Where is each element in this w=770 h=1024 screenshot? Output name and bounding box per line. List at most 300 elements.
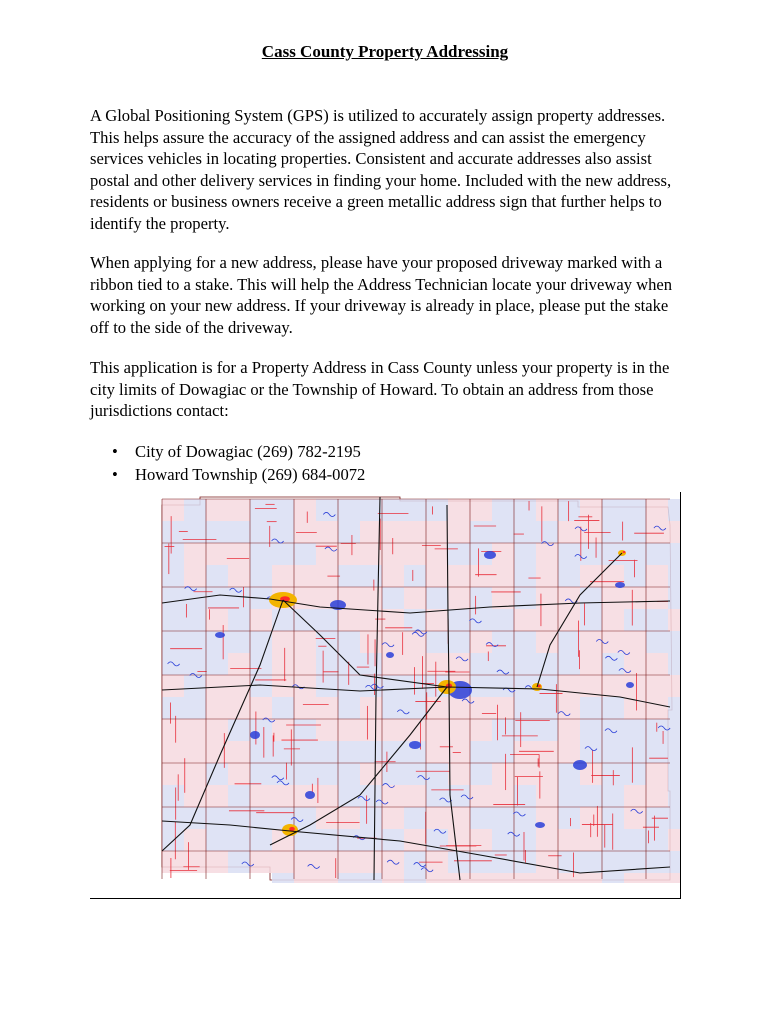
parcel-cell <box>470 829 492 851</box>
parcel-cell <box>492 719 514 741</box>
parcel-cell <box>558 521 580 543</box>
parcel-cell <box>668 741 680 763</box>
parcel-cell <box>492 565 514 587</box>
parcel-cell <box>668 785 680 807</box>
parcel-cell <box>580 719 602 741</box>
parcel-cell <box>360 873 382 883</box>
parcel-cell <box>338 697 360 719</box>
parcel-cell <box>668 543 680 565</box>
parcel-cell <box>250 741 272 763</box>
parcel-cell <box>492 697 514 719</box>
parcel-cell <box>536 631 558 653</box>
parcel-cell <box>228 851 250 873</box>
parcel-cell <box>338 719 360 741</box>
parcel-cell <box>162 785 184 807</box>
parcel-cell <box>448 829 470 851</box>
parcel-cell <box>228 653 250 675</box>
parcel-cell <box>250 807 272 829</box>
parcel-cell <box>404 499 426 521</box>
parcel-cell <box>448 543 470 565</box>
parcel-cell <box>206 653 228 675</box>
parcel-cell <box>624 499 646 521</box>
parcel-cell <box>668 763 680 785</box>
parcel-cell <box>162 631 184 653</box>
parcel-cell <box>448 763 470 785</box>
parcel-cell <box>492 521 514 543</box>
parcel-cell <box>316 785 338 807</box>
parcel-cell <box>624 565 646 587</box>
parcel-cell <box>602 697 624 719</box>
parcel-cell <box>492 609 514 631</box>
parcel-cell <box>448 609 470 631</box>
parcel-cell <box>624 609 646 631</box>
parcel-cell <box>404 587 426 609</box>
parcel-cell <box>250 609 272 631</box>
parcel-cell <box>580 873 602 883</box>
parcel-cell <box>404 829 426 851</box>
parcel-cell <box>360 697 382 719</box>
parcel-cell <box>624 521 646 543</box>
parcel-cell <box>448 631 470 653</box>
parcel-cell <box>602 675 624 697</box>
parcel-cell <box>250 829 272 851</box>
parcel-cell <box>184 741 206 763</box>
parcel-cell <box>228 631 250 653</box>
parcel-cell <box>184 543 206 565</box>
parcel-cell <box>558 873 580 883</box>
parcel-cell <box>492 785 514 807</box>
parcel-cell <box>272 565 294 587</box>
parcel-cell <box>646 587 668 609</box>
parcel-cell <box>602 851 624 873</box>
parcel-cell <box>360 851 382 873</box>
parcel-cell <box>668 521 680 543</box>
parcel-cell <box>492 631 514 653</box>
parcel-cell <box>470 741 492 763</box>
parcel-cell <box>536 565 558 587</box>
parcel-cell <box>426 521 448 543</box>
parcel-cell <box>646 653 668 675</box>
parcel-cell <box>558 587 580 609</box>
parcel-cell <box>448 499 470 521</box>
parcel-cell <box>294 741 316 763</box>
parcel-cell <box>470 873 492 883</box>
parcel-cell <box>404 631 426 653</box>
parcel-cell <box>228 829 250 851</box>
parcel-cell <box>272 653 294 675</box>
parcel-cell <box>272 521 294 543</box>
parcel-cell <box>668 697 680 719</box>
parcel-cell <box>668 631 680 653</box>
parcel-cell <box>426 763 448 785</box>
parcel-cell <box>382 631 404 653</box>
parcel-cell <box>426 631 448 653</box>
parcel-cell <box>360 653 382 675</box>
lake <box>250 731 260 739</box>
parcel-cell <box>668 499 680 521</box>
parcel-cell <box>602 873 624 883</box>
parcel-cell <box>250 543 272 565</box>
parcel-cell <box>228 609 250 631</box>
parcel-cell <box>426 719 448 741</box>
parcel-cell <box>272 785 294 807</box>
parcel-cell <box>646 675 668 697</box>
parcel-cell <box>536 499 558 521</box>
parcel-cell <box>250 763 272 785</box>
parcel-cell <box>624 631 646 653</box>
parcel-cell <box>316 697 338 719</box>
lake <box>615 582 625 588</box>
parcel-cell <box>426 499 448 521</box>
parcel-cell <box>382 741 404 763</box>
county-map-frame <box>90 492 681 899</box>
parcel-cell <box>492 741 514 763</box>
parcel-cell <box>338 851 360 873</box>
parcel-cell <box>404 763 426 785</box>
parcel-cell <box>272 719 294 741</box>
parcel-cell <box>272 499 294 521</box>
parcel-cell <box>426 653 448 675</box>
parcel-cell <box>624 829 646 851</box>
parcel-cell <box>404 565 426 587</box>
parcel-cell <box>382 873 404 883</box>
parcel-cell <box>668 807 680 829</box>
parcel-cell <box>360 631 382 653</box>
parcel-cell <box>360 829 382 851</box>
parcel-cell <box>668 653 680 675</box>
parcel-cell <box>536 719 558 741</box>
parcel-cell <box>228 741 250 763</box>
parcel-cell <box>382 565 404 587</box>
lake <box>484 551 496 559</box>
parcel-cell <box>646 609 668 631</box>
parcel-cell <box>338 829 360 851</box>
parcel-cell <box>470 499 492 521</box>
parcel-cell <box>206 565 228 587</box>
parcel-cell <box>250 653 272 675</box>
parcel-cell <box>558 631 580 653</box>
parcel-cell <box>338 763 360 785</box>
parcel-cell <box>338 807 360 829</box>
parcel-cell <box>536 851 558 873</box>
gps-paragraph: A Global Positioning System (GPS) is utilized to accurately assign property addresses. This helps assure the accuracy of the assigned address and can assist the emergency services vehicles in locating properties. Consistent and accurate addresses also assist postal and other delivery services in finding your home. Included with the new address, residents or business owners receive a green metallic address sign that further helps to identify the property. <box>90 106 672 233</box>
parcel-cell <box>184 675 206 697</box>
parcel-cell <box>668 565 680 587</box>
parcel-cell <box>382 807 404 829</box>
parcel-cell <box>426 807 448 829</box>
parcel-cell <box>316 719 338 741</box>
parcel-cell <box>646 851 668 873</box>
parcel-cell <box>558 697 580 719</box>
parcel-cell <box>206 785 228 807</box>
parcel-cell <box>624 543 646 565</box>
parcel-cell <box>470 653 492 675</box>
parcel-cell <box>316 741 338 763</box>
parcel-cell <box>426 565 448 587</box>
parcel-cell <box>602 741 624 763</box>
parcel-cell <box>404 543 426 565</box>
parcel-cell <box>206 807 228 829</box>
parcel-cell <box>250 851 272 873</box>
parcel-cell <box>646 763 668 785</box>
parcel-cell <box>448 565 470 587</box>
parcel-cell <box>382 587 404 609</box>
parcel-cell <box>250 499 272 521</box>
parcel-cell <box>162 807 184 829</box>
parcel-cell <box>228 565 250 587</box>
parcel-cell <box>272 631 294 653</box>
parcel-cell <box>272 741 294 763</box>
parcel-cell <box>536 543 558 565</box>
parcel-cell <box>228 785 250 807</box>
parcel-cell <box>360 499 382 521</box>
parcel-cell <box>448 697 470 719</box>
parcel-cell <box>184 829 206 851</box>
parcel-cell <box>338 521 360 543</box>
parcel-cell <box>492 763 514 785</box>
parcel-cell <box>646 697 668 719</box>
parcel-cell <box>624 873 646 883</box>
parcel-cell <box>162 499 184 521</box>
parcel-cell <box>272 609 294 631</box>
parcel-cell <box>426 587 448 609</box>
parcel-cell <box>492 499 514 521</box>
parcel-cell <box>206 697 228 719</box>
lake <box>215 632 225 638</box>
parcel-cell <box>162 675 184 697</box>
parcel-cell <box>294 807 316 829</box>
county-map <box>160 495 680 883</box>
parcel-cell <box>184 565 206 587</box>
jurisdiction-paragraph: This application is for a Property Address in Cass County unless your property is in the city limits of Dowagiac or the Township of Howard. To obtain an address from those jurisdictions contact: <box>90 358 670 420</box>
parcel-cell <box>162 719 184 741</box>
parcel-cell <box>624 741 646 763</box>
parcel-cell <box>514 829 536 851</box>
parcel-cell <box>580 697 602 719</box>
contact-dowagiac: • City of Dowagiac (269) 782-2195 <box>112 440 365 463</box>
parcel-cell <box>558 829 580 851</box>
parcel-cell <box>338 609 360 631</box>
parcel-cell <box>514 543 536 565</box>
parcel-cell <box>382 763 404 785</box>
parcel-cell <box>316 873 338 883</box>
parcel-cell <box>294 631 316 653</box>
parcel-cell <box>624 807 646 829</box>
parcel-cell <box>580 653 602 675</box>
parcel-cell <box>470 763 492 785</box>
parcel-cell <box>602 609 624 631</box>
parcel-cell <box>294 719 316 741</box>
parcel-cell <box>404 697 426 719</box>
parcel-cell <box>162 653 184 675</box>
parcel-cell <box>668 719 680 741</box>
parcel-cell <box>514 697 536 719</box>
parcel-cell <box>646 543 668 565</box>
parcel-cell <box>338 499 360 521</box>
town-core <box>623 551 626 553</box>
parcel-cell <box>514 741 536 763</box>
parcel-cell <box>316 763 338 785</box>
parcel-cell <box>624 719 646 741</box>
parcel-cell <box>206 587 228 609</box>
parcel-cell <box>184 763 206 785</box>
parcel-cell <box>360 675 382 697</box>
parcel-cell <box>206 543 228 565</box>
parcel-cell <box>514 807 536 829</box>
parcel-cell <box>206 851 228 873</box>
parcel-cell <box>162 521 184 543</box>
parcel-cell <box>184 631 206 653</box>
parcel-cell <box>294 697 316 719</box>
parcel-cell <box>250 697 272 719</box>
lake <box>626 682 634 688</box>
parcel-cell <box>184 499 206 521</box>
parcel-cell <box>558 719 580 741</box>
parcel-cell <box>448 741 470 763</box>
parcel-cell <box>668 609 680 631</box>
parcel-cell <box>382 697 404 719</box>
parcel-cell <box>624 653 646 675</box>
parcel-cell <box>228 521 250 543</box>
parcel-cell <box>536 829 558 851</box>
parcel-cell <box>580 785 602 807</box>
parcel-cell <box>316 675 338 697</box>
parcel-cell <box>162 565 184 587</box>
parcel-cell <box>624 785 646 807</box>
parcel-cell <box>558 543 580 565</box>
parcel-cell <box>470 719 492 741</box>
parcel-cell <box>404 785 426 807</box>
parcel-cell <box>272 763 294 785</box>
parcel-cell <box>646 873 668 883</box>
parcel-cell <box>668 851 680 873</box>
parcel-cell <box>580 609 602 631</box>
parcel-cell <box>492 675 514 697</box>
parcel-cell <box>536 873 558 883</box>
parcel-cell <box>470 609 492 631</box>
parcel-cell <box>206 829 228 851</box>
parcel-cell <box>536 697 558 719</box>
parcel-cell <box>558 785 580 807</box>
parcel-cell <box>272 543 294 565</box>
parcel-cell <box>184 697 206 719</box>
parcel-cell <box>250 565 272 587</box>
parcel-cell <box>338 873 360 883</box>
parcel-cell <box>206 719 228 741</box>
parcel-cell <box>404 521 426 543</box>
parcel-cell <box>162 697 184 719</box>
parcel-cell <box>580 851 602 873</box>
parcel-cell <box>382 499 404 521</box>
parcel-cell <box>492 873 514 883</box>
parcel-cell <box>162 763 184 785</box>
parcel-cell <box>294 653 316 675</box>
parcel-cell <box>536 587 558 609</box>
parcel-cell <box>558 565 580 587</box>
parcel-cell <box>338 785 360 807</box>
parcel-cell <box>272 851 294 873</box>
parcel-cell <box>668 587 680 609</box>
parcel-cell <box>448 719 470 741</box>
parcel-cell <box>448 521 470 543</box>
parcel-cell <box>404 807 426 829</box>
lake <box>386 652 394 658</box>
parcel-cell <box>580 543 602 565</box>
parcel-cell <box>272 873 294 883</box>
parcel-cell <box>602 631 624 653</box>
parcel-cell <box>426 741 448 763</box>
parcel-cell <box>580 521 602 543</box>
parcel-cell <box>426 785 448 807</box>
parcel-cell <box>316 499 338 521</box>
parcel-cell <box>360 587 382 609</box>
lake <box>409 741 421 749</box>
parcel-cell <box>294 565 316 587</box>
parcel-cell <box>602 499 624 521</box>
parcel-cell <box>228 763 250 785</box>
parcel-cell <box>228 697 250 719</box>
parcel-cell <box>646 741 668 763</box>
parcel-cell <box>470 675 492 697</box>
parcel-cell <box>646 521 668 543</box>
parcel-cell <box>206 763 228 785</box>
parcel-cell <box>184 851 206 873</box>
parcel-cell <box>294 763 316 785</box>
parcel-cell <box>184 609 206 631</box>
parcel-cell <box>558 807 580 829</box>
parcel-cell <box>228 499 250 521</box>
parcel-cell <box>294 873 316 883</box>
parcel-cell <box>646 829 668 851</box>
parcel-cell <box>470 521 492 543</box>
parcel-cell <box>162 741 184 763</box>
parcel-cell <box>250 785 272 807</box>
parcel-cell <box>316 609 338 631</box>
parcel-cell <box>360 609 382 631</box>
parcel-cell <box>360 785 382 807</box>
parcel-cell <box>404 873 426 883</box>
parcel-cell <box>558 653 580 675</box>
parcel-cell <box>536 521 558 543</box>
parcel-cell <box>382 719 404 741</box>
driveway-paragraph: When applying for a new address, please have your proposed driveway marked with a ribbon tied to a stake. This will help the Address Technician locate your driveway when working on your new address. If your driveway is already in place, please put the stake off to the side of the driveway. <box>90 253 673 337</box>
parcel-cell <box>316 851 338 873</box>
parcel-cell <box>162 851 184 873</box>
parcel-cell <box>228 587 250 609</box>
parcel-cell <box>558 741 580 763</box>
parcel-cell <box>668 829 680 851</box>
parcel-cell <box>514 521 536 543</box>
parcel-cell <box>470 785 492 807</box>
contact-list <box>112 440 365 486</box>
parcel-cell <box>602 785 624 807</box>
parcel-cell <box>316 521 338 543</box>
parcel-cell <box>338 741 360 763</box>
parcel-cell <box>360 741 382 763</box>
contact-howard: • Howard Township (269) 684-0072 <box>112 463 365 486</box>
parcel-cell <box>338 565 360 587</box>
parcel-cell <box>646 565 668 587</box>
parcel-cell <box>426 543 448 565</box>
parcel-cell <box>294 543 316 565</box>
parcel-cell <box>184 807 206 829</box>
parcel-cell <box>580 741 602 763</box>
parcel-cell <box>580 499 602 521</box>
parcel-cell <box>316 829 338 851</box>
parcel-cell <box>426 609 448 631</box>
parcel-cell <box>360 719 382 741</box>
parcel-cell <box>514 499 536 521</box>
